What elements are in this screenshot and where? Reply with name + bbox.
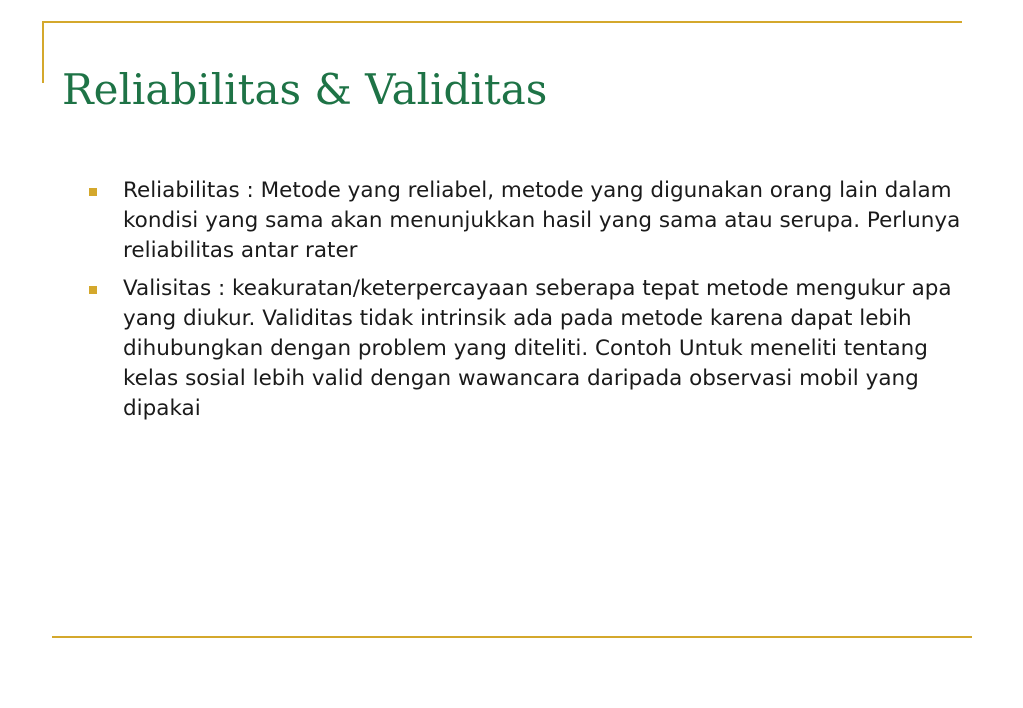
bullet-list	[88, 176, 978, 432]
bullet-text: Reliabilitas : Metode yang reliabel, metode yang digunakan orang lain dalam kondisi yang sama akan menunjukkan hasil yang sama atau serupa. Perlunya reliabilitas antar rater	[123, 178, 961, 263]
bullet-item-validitas	[88, 274, 978, 424]
bottom-divider-line	[52, 636, 972, 638]
left-accent-line	[42, 21, 44, 83]
bullet-item-reliabilitas	[88, 176, 978, 266]
bullet-text: Valisitas : keakuratan/keterpercayaan seberapa tepat metode mengukur apa yang diukur. Validitas tidak intrinsik ada pada metode karena dapat lebih dihubungkan dengan problem yang diteliti. Contoh Untuk meneliti tentang kelas sosial lebih valid dengan wawancara daripada observasi mobil yang dipakai	[123, 276, 952, 421]
top-divider-line	[42, 21, 962, 23]
square-bullet-icon	[89, 286, 97, 294]
square-bullet-icon	[89, 188, 97, 196]
slide-title: Reliabilitas & Validitas	[62, 65, 548, 114]
